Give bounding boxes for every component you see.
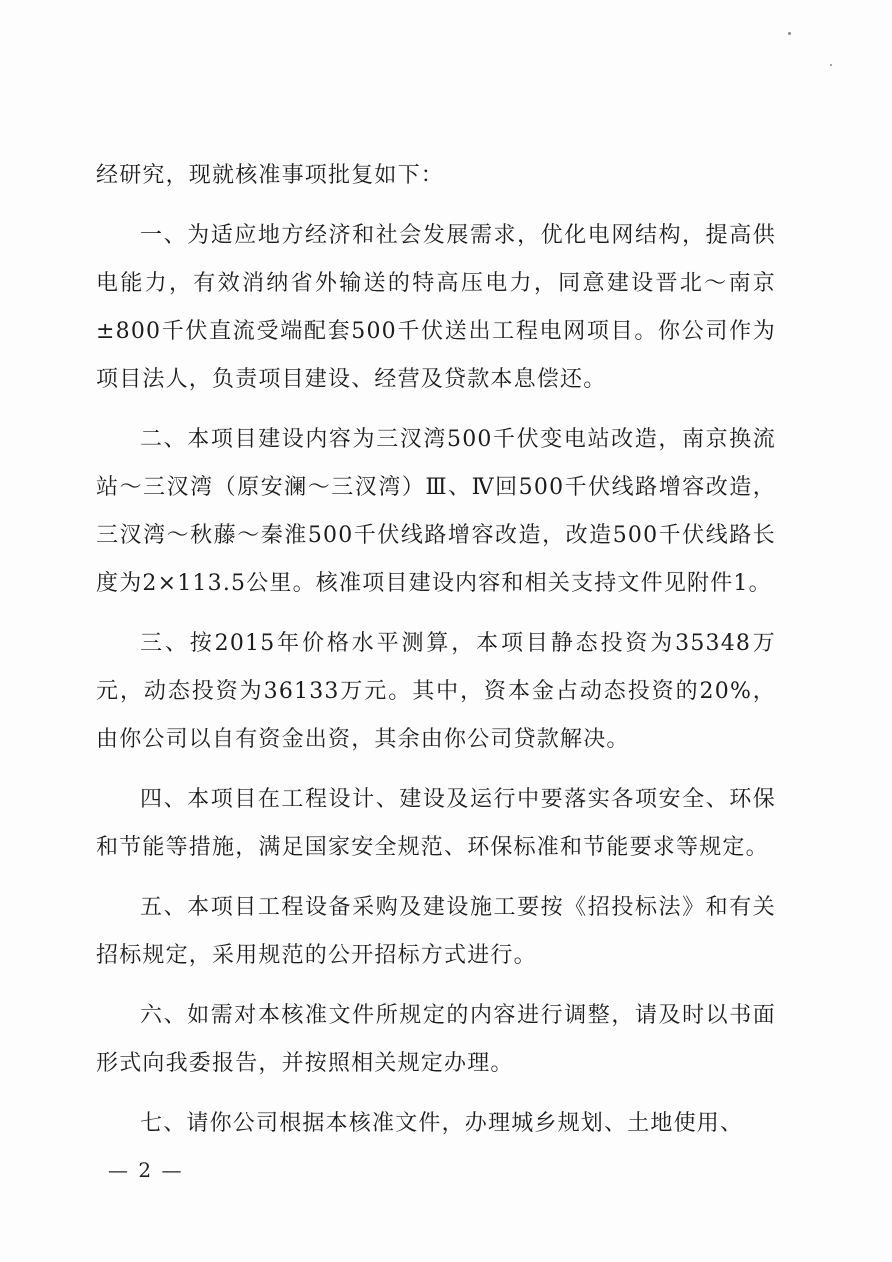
item-3-paragraph: 三、按2015年价格水平测算，本项目静态投资为35348万元，动态投资为36133万元。其中，资本金占动态投资的20%，由你公司以自有资金出资，其余由你公司贷款解决。	[96, 631, 776, 752]
scan-speck	[830, 64, 832, 66]
item-4-paragraph: 四、本项目在工程设计、建设及运行中要落实各项安全、环保和节能等措施，满足国家安全规范、环保标准和节能要求等规定。	[96, 787, 776, 860]
document-body	[96, 152, 776, 1160]
intro-paragraph: 经研究，现就核准事项批复如下：	[96, 163, 445, 188]
item-6-paragraph: 六、如需对本核准文件所规定的内容进行调整，请及时以书面形式向我委报告，并按照相关规定办理。	[96, 1003, 776, 1076]
scan-speck	[788, 32, 791, 35]
item-1-paragraph: 一、为适应地方经济和社会发展需求，优化电网结构，提高供电能力，有效消纳省外输送的特高压电力，同意建设晋北～南京±800千伏直流受端配套500千伏送出工程电网项目。你公司作为项目法人，负责项目建设、经营及贷款本息偿还。	[96, 223, 776, 392]
item-2-paragraph: 二、本项目建设内容为三汊湾500千伏变电站改造，南京换流站～三汊湾（原安澜～三汊湾）Ⅲ、Ⅳ回500千伏线路增容改造，三汊湾～秋藤～秦淮500千伏线路增容改造，改造500千伏线路长度为2×113.5公里。核准项目建设内容和相关支持文件见附件1。	[96, 427, 776, 596]
page-number: — 2 —	[108, 1158, 184, 1182]
item-5-paragraph: 五、本项目工程设备采购及建设施工要按《招投标法》和有关招标规定，采用规范的公开招标方式进行。	[96, 895, 776, 968]
item-7-paragraph: 七、请你公司根据本核准文件，办理城乡规划、土地使用、	[140, 1111, 744, 1136]
